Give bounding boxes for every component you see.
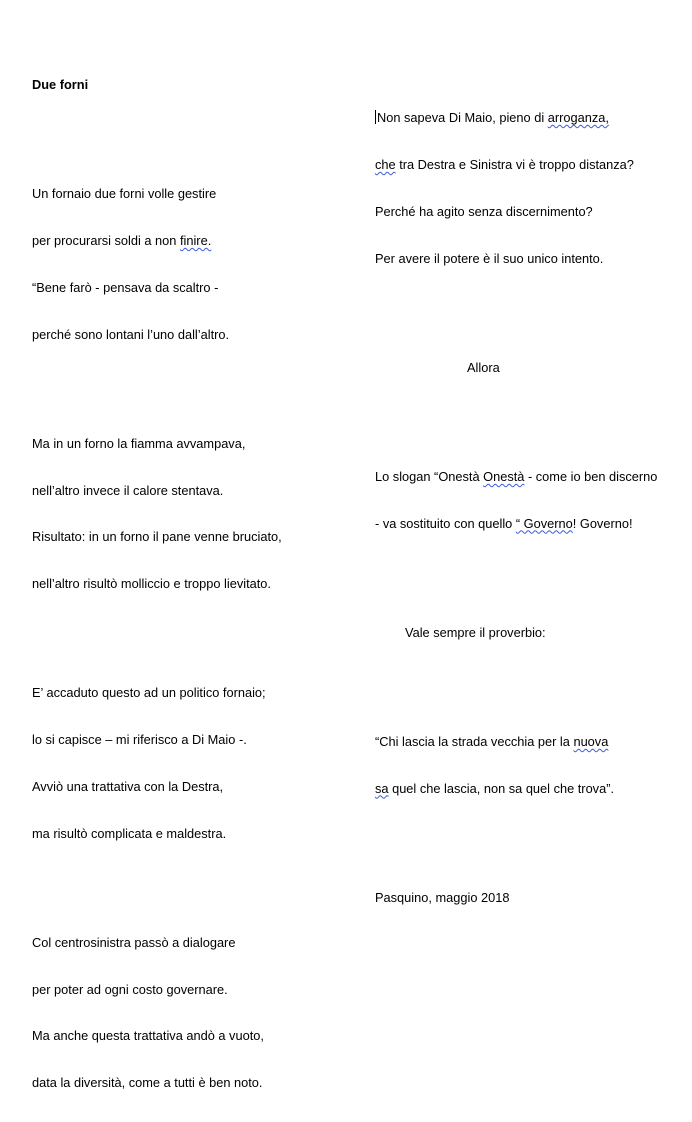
blank-line [375,406,657,422]
left-column [32,46,282,1122]
poem-line-text: tra Destra e Sinistra vi è troppo distanza? [395,156,634,172]
poem-line-text: - come io ben discerno [524,468,658,484]
blank-line [375,672,657,688]
poem-title: Due forni [32,77,89,93]
poem-line: Ma in un forno la fiamma avvampava, [32,435,246,451]
spellcheck-flag: “ Governo [515,515,573,531]
right-column [375,79,657,937]
spellcheck-flag: Onestà [483,468,525,484]
allora-line: Allora [467,359,500,375]
poem-line[interactable] [375,110,657,126]
poem-line [375,469,657,485]
blank-line [375,297,657,313]
poem-line-text: “Chi lascia la strada vecchia per la [375,733,574,749]
blank-line [32,872,282,888]
poem-line-text: - va sostituito con quello [375,515,516,531]
poem-line [375,734,657,750]
poem-line: nell’altro risultò molliccio e troppo lievitato. [32,576,271,592]
poem-line: nell’altro invece il calore stentava. [32,482,224,498]
proverbio-line: Vale sempre il proverbio: [405,624,546,640]
poem-line-text: per procurarsi soldi a non [32,233,180,249]
text-cursor [375,110,376,124]
blank-line [375,562,657,578]
poem-line [375,516,657,532]
poem-line [375,157,657,173]
poem-line: Col centrosinistra passò a dialogare [32,934,236,950]
blank-line [32,124,282,140]
poem-line: Perché ha agito senza discernimento? [375,203,593,219]
poem-line: ma risultò complicata e maldestra. [32,825,227,841]
blank-line [375,828,657,844]
spellcheck-flag: arroganza, [547,110,609,126]
signature: Pasquino, maggio 2018 [375,889,510,905]
poem-line: Avviò una trattativa con la Destra, [32,778,224,794]
poem-line: Risultato: in un forno il pane venne bruciato, [32,529,282,545]
poem-line: Un fornaio due forni volle gestire [32,186,217,202]
poem-line: data la diversità, come a tutti è ben noto. [32,1075,263,1091]
poem-line [375,781,657,797]
poem-line: E’ accaduto questo ad un politico fornaio; [32,685,266,701]
spellcheck-flag: sa [375,780,389,796]
spellcheck-flag: nuova [573,733,609,749]
blank-line [32,373,282,389]
poem-line-text: quel che lascia, non sa quel che trova”. [388,780,615,796]
poem-line [32,233,282,249]
poem-line-text: Non sapeva Di Maio, pieno di [377,110,548,126]
poem-line-text: Lo slogan “Onestà [375,468,484,484]
poem-line: Ma anche questa trattativa andò a vuoto, [32,1028,264,1044]
poem-line: lo si capisce – mi riferisco a Di Maio -. [32,732,247,748]
blank-line [32,623,282,639]
poem-line-text: ! Governo! [572,515,633,531]
spellcheck-flag: che [375,156,396,172]
poem-line: perché sono lontani l’uno dall’altro. [32,326,230,342]
poem-line: Per avere il potere è il suo unico intento. [375,250,604,266]
poem-line: per poter ad ogni costo governare. [32,981,228,997]
spellcheck-flag: finire. [179,233,212,249]
poem-line: “Bene farò - pensava da scaltro - [32,279,219,295]
